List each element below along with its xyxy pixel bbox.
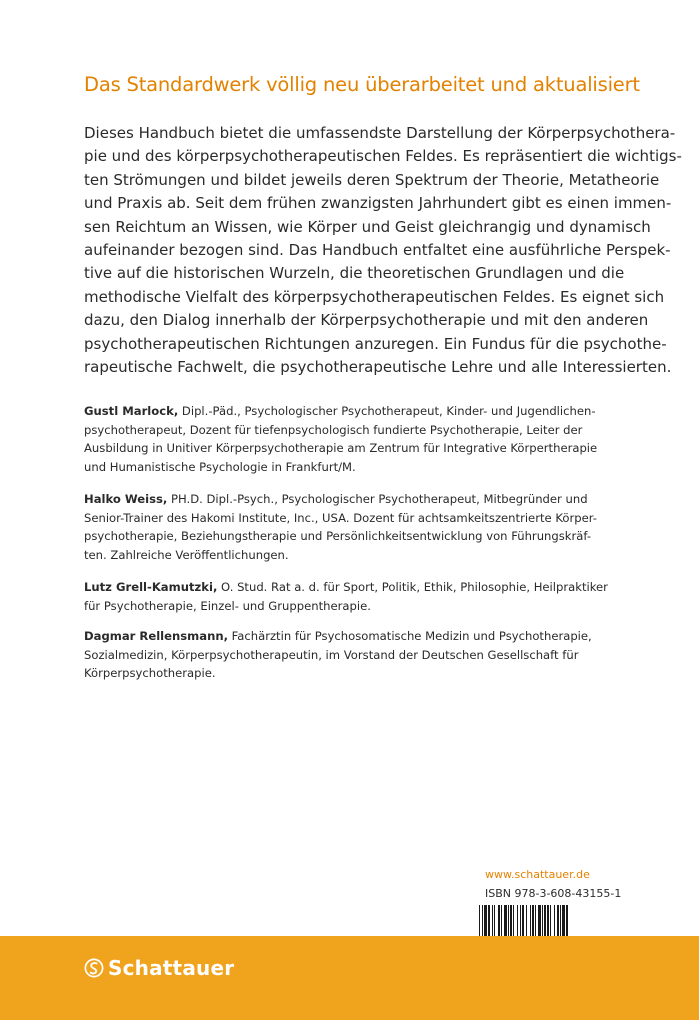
headline: Das Standardwerk völlig neu überarbeitet und aktualisiert [84,73,640,96]
author-bio [84,578,608,615]
bio-text: psychotherapeut, Dozent für tiefenpsychologisch fundierte Psychotherapie, Leiter der [84,422,583,437]
publisher-logo [84,955,234,981]
author-name: Lutz Grell-Kamutzki, [84,580,218,594]
bio-text: Ausbildung in Unitiver Körperpsychotherapie am Zentrum für Integrative Körpertherapie [84,441,598,456]
bio-text: O. Stud. Rat a. d. für Sport, Politik, Ethik, Philosophie, Heilpraktiker [217,580,608,594]
bio-text: Senior-Trainer des Hakomi Institute, Inc., USA. Dozent für achtsamkeitszentrierte Körper- [84,510,597,525]
bio-text: für Psychotherapie, Einzel- und Gruppentherapie. [84,598,371,613]
bio-text: Fachärztin für Psychosomatische Medizin und Psychotherapie, [227,629,592,643]
bio-text: Sozialmedizin, Körperpsychotherapeutin, im Vorstand der Deutschen Gesellschaft für [84,647,579,662]
author-bio [84,490,597,564]
author-bio [84,627,592,683]
author-name: Halko Weiss, [84,492,168,506]
intro-line: rapeutische Fachwelt, die psychotherapeutische Lehre und alle Interessierten. [84,358,672,377]
intro-line: methodische Vielfalt des körperpsychotherapeutischen Feldes. Es eignet sich [84,287,665,306]
publisher-name: Schattauer [108,956,235,980]
bio-text: Körperpsychotherapie. [84,666,216,681]
publisher-website-link[interactable]: www.schattauer.de [485,868,590,881]
intro-line: sen Reichtum an Wissen, wie Körper und Geist gleichrangig und dynamisch [84,217,651,236]
barcode [479,905,615,938]
schattauer-logo-icon [84,958,104,978]
intro-line: und Praxis ab. Seit dem frühen zwanzigsten Jahrhundert gibt es einen immen- [84,194,672,213]
bio-text: und Humanistische Psychologie in Frankfurt/M. [84,459,356,474]
intro-line: psychotherapeutischen Richtungen anzuregen. Ein Fundus für die psychothe- [84,334,667,353]
author-name: Dagmar Rellensmann, [84,629,228,643]
intro-line: pie und des körperpsychotherapeutischen Feldes. Es repräsentiert die wichtigs- [84,147,682,166]
author-bio [84,402,597,476]
bio-text: psychotherapie, Beziehungstherapie und Persönlichkeitsentwicklung von Führungskräf- [84,529,592,544]
bio-text: Dipl.-Päd., Psychologischer Psychotherapeut, Kinder- und Jugendlichen- [178,404,596,418]
intro-line: tive auf die historischen Wurzeln, die theoretischen Grundlagen und die [84,264,625,283]
author-name: Gustl Marlock, [84,404,179,418]
intro-line: ten Strömungen und bildet jeweils deren Spektrum der Theorie, Metatheorie [84,170,660,189]
bio-text: PH.D. Dipl.-Psych., Psychologischer Psychotherapeut, Mitbegründer und [167,492,588,506]
intro-line: aufeinander bezogen sind. Das Handbuch entfaltet eine ausführliche Perspek- [84,241,671,260]
intro-line: Dieses Handbuch bietet die umfassendste Darstellung der Körperpsychothera- [84,124,676,142]
intro-paragraph [84,122,682,379]
intro-line: dazu, den Dialog innerhalb der Körperpsychotherapie und mit den anderen [84,311,649,330]
isbn-number: ISBN 978-3-608-43155-1 [485,887,622,900]
bio-text: ten. Zahlreiche Veröffentlichungen. [84,547,289,562]
